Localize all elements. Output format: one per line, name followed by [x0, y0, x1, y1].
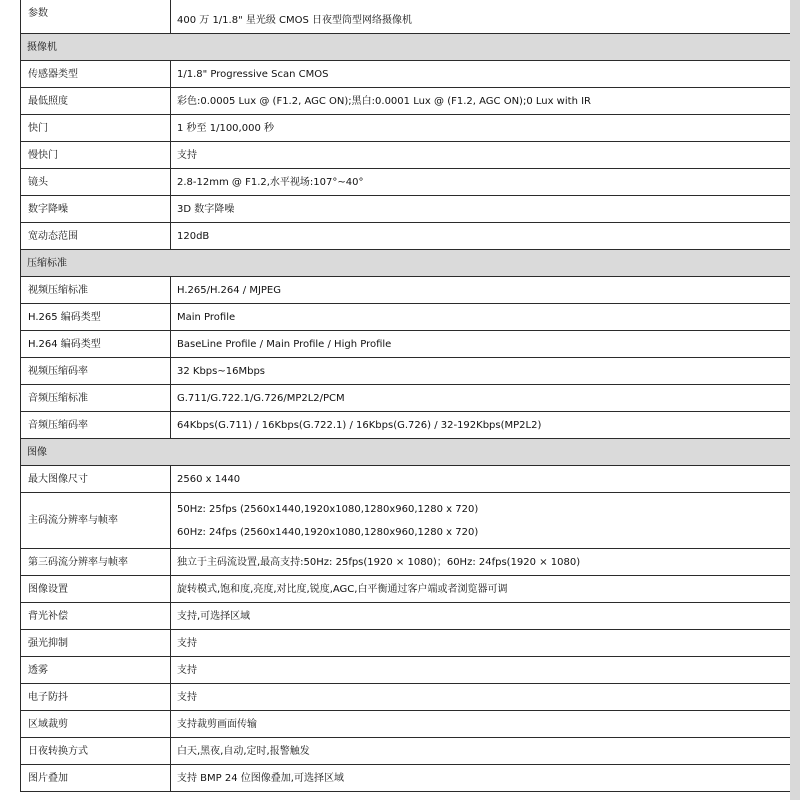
spec-row — [21, 223, 791, 250]
spec-row — [21, 88, 791, 115]
spec-value: 支持裁剪画面传输 — [171, 711, 791, 738]
spec-row — [21, 277, 791, 304]
spec-value: 2.8-12mm @ F1.2,水平视场:107°~40° — [171, 169, 791, 196]
spec-value: 彩色:0.0005 Lux @ (F1.2, AGC ON);黑白:0.0001 Lux @ (F1.2, AGC ON);0 Lux with IR — [171, 88, 791, 115]
spec-row — [21, 412, 791, 439]
spec-value: 32 Kbps~16Mbps — [171, 358, 791, 385]
spec-table — [20, 0, 791, 792]
spec-value: 支持,可选择区域 — [171, 603, 791, 630]
spec-key: H.264 编码类型 — [21, 331, 171, 358]
spec-value: 64Kbps(G.711) / 16Kbps(G.722.1) / 16Kbps(G.726) / 32-192Kbps(MP2L2) — [171, 412, 791, 439]
spec-value: 2560 x 1440 — [171, 466, 791, 493]
spec-key: 第三码流分辨率与帧率 — [21, 549, 171, 576]
spec-row — [21, 493, 791, 549]
spec-row — [21, 765, 791, 792]
spec-key: 慢快门 — [21, 142, 171, 169]
spec-row — [21, 738, 791, 765]
spec-row — [21, 61, 791, 88]
spec-value: Main Profile — [171, 304, 791, 331]
spec-value: G.711/G.722.1/G.726/MP2L2/PCM — [171, 385, 791, 412]
spec-row — [21, 115, 791, 142]
spec-row — [21, 630, 791, 657]
spec-key: 区域裁剪 — [21, 711, 171, 738]
spec-value — [171, 493, 791, 549]
spec-value: 旋转模式,饱和度,亮度,对比度,锐度,AGC,白平衡通过客户端或者浏览器可调 — [171, 576, 791, 603]
spec-value: 400 万 1/1.8" 星光级 CMOS 日夜型筒型网络摄像机 — [171, 0, 791, 34]
spec-row — [21, 196, 791, 223]
spec-value-line: 60Hz: 24fps (2560x1440,1920x1080,1280x960,1280 x 720) — [177, 526, 479, 538]
spec-key: 镜头 — [21, 169, 171, 196]
spec-value: H.265/H.264 / MJPEG — [171, 277, 791, 304]
spec-value: 独立于主码流设置,最高支持:50Hz: 25fps(1920 × 1080)；60Hz: 24fps(1920 × 1080) — [171, 549, 791, 576]
spec-key: H.265 编码类型 — [21, 304, 171, 331]
spec-key: 最大图像尺寸 — [21, 466, 171, 493]
section-title: 压缩标准 — [21, 250, 791, 277]
spec-row — [21, 657, 791, 684]
spec-key: 传感器类型 — [21, 61, 171, 88]
spec-row — [21, 331, 791, 358]
spec-key: 电子防抖 — [21, 684, 171, 711]
spec-key: 宽动态范围 — [21, 223, 171, 250]
spec-row — [21, 385, 791, 412]
spec-row — [21, 0, 791, 34]
spec-value: BaseLine Profile / Main Profile / High Profile — [171, 331, 791, 358]
spec-value: 白天,黑夜,自动,定时,报警触发 — [171, 738, 791, 765]
spec-row — [21, 304, 791, 331]
spec-row — [21, 169, 791, 196]
section-title: 图像 — [21, 439, 791, 466]
spec-key: 音频压缩码率 — [21, 412, 171, 439]
section-header-row — [21, 439, 791, 466]
spec-key: 背光补偿 — [21, 603, 171, 630]
section-title: 摄像机 — [21, 34, 791, 61]
spec-row — [21, 549, 791, 576]
spec-value: 支持 — [171, 630, 791, 657]
spec-row — [21, 684, 791, 711]
spec-key: 主码流分辨率与帧率 — [21, 493, 171, 549]
spec-key: 日夜转换方式 — [21, 738, 171, 765]
spec-key: 图片叠加 — [21, 765, 171, 792]
section-header-row — [21, 250, 791, 277]
spec-row — [21, 603, 791, 630]
spec-value: 支持 — [171, 142, 791, 169]
spec-row — [21, 576, 791, 603]
spec-value: 120dB — [171, 223, 791, 250]
spec-key: 视频压缩码率 — [21, 358, 171, 385]
spec-key: 音频压缩标准 — [21, 385, 171, 412]
page-edge-shadow — [790, 0, 800, 800]
spec-row — [21, 142, 791, 169]
spec-value: 支持 BMP 24 位图像叠加,可选择区域 — [171, 765, 791, 792]
spec-key: 透雾 — [21, 657, 171, 684]
spec-row — [21, 358, 791, 385]
spec-key: 最低照度 — [21, 88, 171, 115]
spec-key: 参数 — [21, 0, 171, 34]
spec-value: 支持 — [171, 684, 791, 711]
spec-value-line: 50Hz: 25fps (2560x1440,1920x1080,1280x960,1280 x 720) — [177, 503, 479, 515]
spec-key: 快门 — [21, 115, 171, 142]
spec-value: 1/1.8" Progressive Scan CMOS — [171, 61, 791, 88]
spec-key: 强光抑制 — [21, 630, 171, 657]
spec-key: 图像设置 — [21, 576, 171, 603]
section-header-row — [21, 34, 791, 61]
spec-key: 数字降噪 — [21, 196, 171, 223]
spec-value: 支持 — [171, 657, 791, 684]
spec-value: 1 秒至 1/100,000 秒 — [171, 115, 791, 142]
spec-key: 视频压缩标准 — [21, 277, 171, 304]
spec-value: 3D 数字降噪 — [171, 196, 791, 223]
spec-row — [21, 711, 791, 738]
spec-row — [21, 466, 791, 493]
